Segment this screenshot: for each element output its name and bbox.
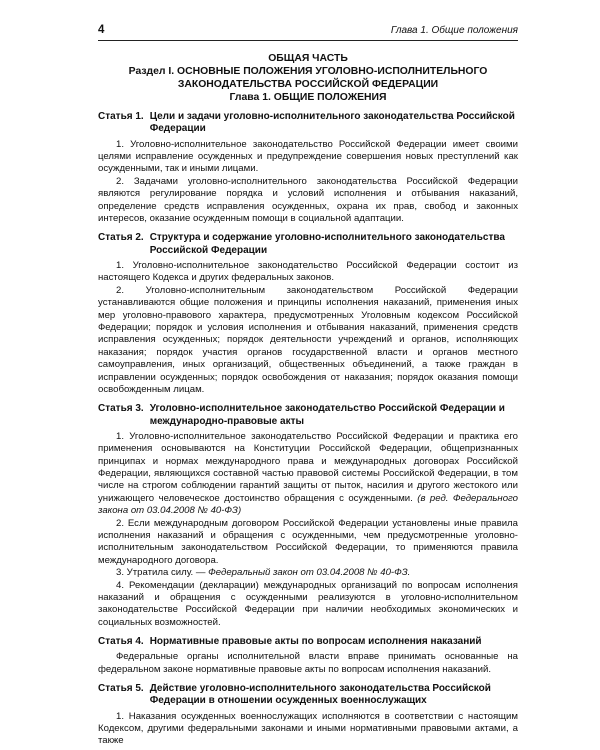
article-5-label: Статья 5. bbox=[98, 683, 144, 695]
article-3-paragraph-2: 2. Если международным договором Российской Федерации установлены иные правила исполнения наказаний и обращения с осужденными, чем предусмотренные уголовно-исполнительным законодательством Российской Федерации, то применяются правила международного договора. bbox=[98, 517, 518, 566]
article-1 bbox=[98, 111, 518, 225]
page-number: 4 bbox=[98, 24, 105, 36]
article-1-title: Цели и задачи уголовно-исполнительного законодательства Российской Федерации bbox=[149, 111, 515, 135]
chapter-heading: Глава 1. ОБЩИЕ ПОЛОЖЕНИЯ bbox=[229, 91, 387, 103]
repeal-note: Федеральный закон от 03.04.2008 № 40-ФЗ. bbox=[208, 567, 411, 579]
article-3-heading bbox=[98, 403, 518, 427]
article-2 bbox=[98, 232, 518, 396]
amendment-note: (в ред. Федерального закона от 03.04.2008 № 40-ФЗ) bbox=[98, 492, 518, 517]
article-4-paragraph-1: Федеральные органы исполнительной власти вправе принимать основанные на федеральном законе нормативные правовые акты по вопросам исполнения наказаний. bbox=[98, 651, 518, 675]
article-2-paragraph-2: 2. Уголовно-исполнительным законодательством Российской Федерации устанавливаются общие положения и принципы исполнения наказаний, применения иных мер уголовно-правового характера, предусмотренных Уголовным кодексом Российской Федерации; порядок и условия исполнения и отбывания наказаний, применения средств исправления осужденных; порядок деятельности учреждений и органов, исполняющих наказания; порядок участия органов государственной власти и органов местного самоуправления, иных организаций, общественных объединений, а также граждан в исправлении осужденных; порядок освобождения от наказания; порядок оказания помощи освобожденным лицам. bbox=[98, 284, 518, 395]
article-2-paragraph-1: 1. Уголовно-исполнительное законодательство Российской Федерации состоит из настоящего Кодекса и других федеральных законов. bbox=[98, 259, 518, 284]
article-3-paragraph-3 bbox=[98, 567, 518, 579]
article-5-title: Действие уголовно-исполнительного законодательства Российской Федерации в отношении осужденных военнослужащих bbox=[149, 683, 491, 707]
article-1-label: Статья 1. bbox=[98, 111, 144, 123]
article-3-paragraph-1 bbox=[98, 431, 518, 518]
article-3-title: Уголовно-исполнительное законодательство Российской Федерации и международно-правовые акты bbox=[149, 403, 505, 427]
article-5 bbox=[98, 683, 518, 748]
article-4-heading bbox=[98, 636, 518, 648]
article-1-heading bbox=[98, 111, 518, 135]
section-heading: Раздел I. ОСНОВНЫЕ ПОЛОЖЕНИЯ УГОЛОВНО-ИСПОЛНИТЕЛЬНОГО ЗАКОНОДАТЕЛЬСТВА РОССИЙСКОЙ ФЕДЕРАЦИИ bbox=[128, 66, 488, 90]
article-4 bbox=[98, 636, 518, 676]
article-2-heading bbox=[98, 232, 518, 256]
article-2-title: Структура и содержание уголовно-исполнительного законодательства Российской Федерации bbox=[149, 232, 505, 256]
article-4-title: Нормативные правовые акты по вопросам исполнения наказаний bbox=[149, 636, 482, 648]
article-3-paragraph-1-text: 1. Уголовно-исполнительное законодательство Российской Федерации и практика его применения основываются на Конституции Российской Федерации, общепризнанных принципах и нормах международного права и международных договорах Российской Федерации, являющихся составной частью правовой системы Российской Федерации, в том числе на строгом соблюдении гарантий защиты от пыток, насилия и другого жестокого или унижающего человеческое достоинство обращения с осужденными. bbox=[98, 430, 518, 504]
article-3-paragraph-3-lead: 3. Утратила силу. — bbox=[116, 567, 206, 579]
article-3-label: Статья 3. bbox=[98, 403, 144, 415]
page-body bbox=[98, 50, 518, 748]
part-heading: ОБЩАЯ ЧАСТЬ bbox=[268, 53, 348, 64]
article-5-paragraph-1: 1. Наказания осужденных военнослужащих исполняются в соответствии с настоящим Кодексом, другими федеральными законами и иными нормативными правовыми актами, а также bbox=[98, 710, 518, 747]
article-1-paragraph-2: 2. Задачами уголовно-исполнительного законодательства Российской Федерации являются регулирование порядка и условий исполнения и отбывания наказаний, определение средств исправления осужденных, охрана их прав, свобод и законных интересов, оказание осужденным помощи в социальной адаптации. bbox=[98, 175, 518, 225]
running-title: Глава 1. Общие положения bbox=[390, 25, 518, 36]
article-3-paragraph-4: 4. Рекомендации (декларации) международных организаций по вопросам исполнения наказаний и обращения с осужденными реализуются в уголовно-исполнительном законодательстве Российской Федерации при наличии необходимых экономических и социальных возможностей. bbox=[98, 579, 518, 628]
article-4-label: Статья 4. bbox=[98, 636, 144, 648]
article-3 bbox=[98, 403, 518, 629]
article-2-label: Статья 2. bbox=[98, 232, 144, 244]
article-5-heading bbox=[98, 683, 518, 707]
article-1-paragraph-1: 1. Уголовно-исполнительное законодательство Российской Федерации имеет своими целями исправление осужденных и предупреждение совершения новых преступлений как осужденными, так и иными лицами. bbox=[98, 138, 518, 175]
page-header bbox=[98, 24, 518, 41]
